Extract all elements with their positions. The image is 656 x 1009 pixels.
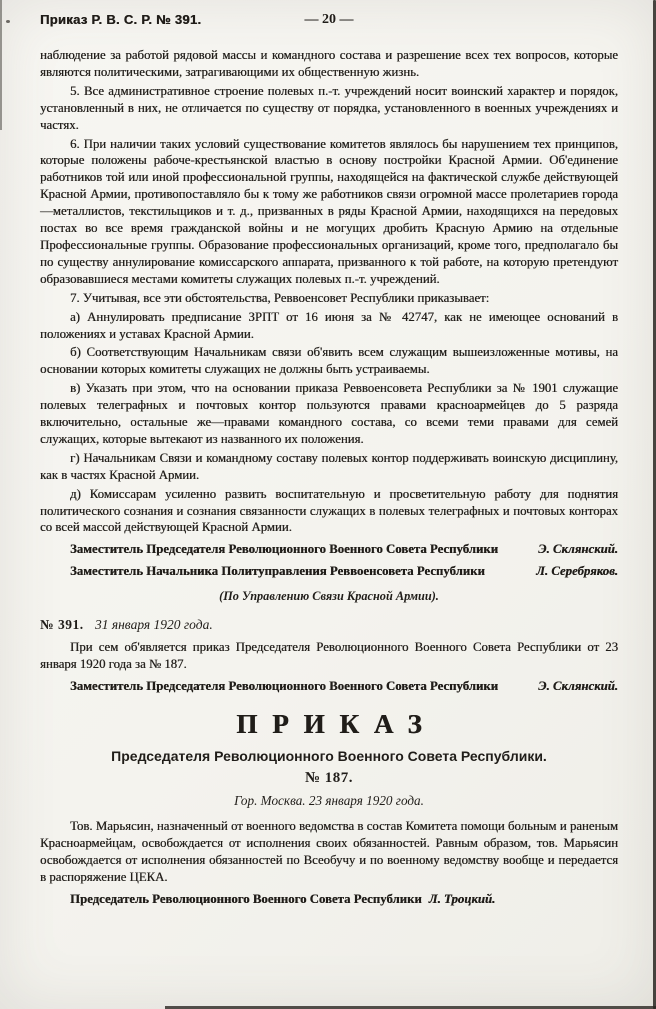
item-d: д) Комиссарам усиленно развить воспитательную и просветительную работу для поднятия политического сознания и сознания связанности служащих в полевых телеграфных и почтовых конторах со всей массой действующей Красной Армии.: [40, 486, 618, 535]
clause-5: 5. Все административное строение полевых п.-т. учреждений носит воинский характер и порядок, установленный в них, не отличается по существу от порядка, установленного в военных учреждениях и частях.: [40, 83, 618, 132]
order-date: 31 января 1920 года.: [94, 617, 213, 633]
clause-7: 7. Учитывая, все эти обстоятельства, Реввоенсовет Республики приказывает:: [70, 290, 490, 305]
order-number-line: [40, 616, 618, 633]
signature-name: Э. Склянский.: [538, 542, 618, 557]
clause-6: 6. При наличии таких условий существование комитетов являлось бы нарушением тех принципов, которые положены рабоче-крестьянской властью в основу постройки Красной Армии. Об'единение работников той или иной профессиональной группы, находящейся на фактической службе действующей Красной Армии, противопоставляло бы к тому же работников связи огромной массе пролетариев города—металлистов, текстильщиков и т. д., призванных в ряды Красной Армии, находящихся на передовых постах во все время гражданской войны и не могущих дробить Красную Армию на отдельные Профессиональные группы. Образование профессиональных организаций, кроме того, предполагало бы по существу аннулирование комиссарского аппарата, призванного к той работе, на которую претендуют образовавшиеся местами комитеты служащих полевых п.-т. учреждений.: [40, 136, 618, 286]
page-header: [40, 11, 618, 29]
item-g: г) Начальникам Связи и командному составу полевых контор поддерживать воинскую дисциплину, как в частях Красной Армии.: [40, 450, 618, 482]
running-title: Приказ Р. В. С. Р. № 391.: [40, 12, 202, 27]
item-b: б) Соответствующим Начальникам связи об'явить всем служащим вышеизложенные мотивы, на основании которых комитеты служащих не должны быть устраиваемы.: [40, 345, 618, 377]
signature-title: Заместитель Начальника Политуправления Реввоенсовета Республики: [70, 564, 485, 579]
announcement-text: При сем об'является приказ Председателя Революционного Военного Совета Республики от 23 января 1920 года за № 187.: [40, 640, 618, 672]
order-number: № 391.: [40, 617, 84, 633]
order-187-subheading: Председателя Революционного Военного Совета Республики.: [111, 747, 547, 764]
signature-deputy-chairman: [40, 541, 618, 558]
signature-chairman: [40, 891, 618, 908]
page-number: — 20 —: [304, 12, 354, 27]
scan-speck: [6, 20, 10, 23]
item-a: а) Аннулировать предписание ЗРПТ от 16 июня за № 42747, как не имеющее оснований в положениях и уставах Красной Армии.: [40, 309, 618, 341]
department-note: (По Управлению Связи Красной Армии).: [219, 589, 439, 604]
order-187-heading: ПРИКАЗ: [236, 708, 437, 739]
order-391-body: [40, 47, 618, 907]
signature-name: Э. Склянский.: [538, 679, 618, 693]
signature-announcement: [40, 678, 618, 695]
signature-name: Л. Троцкий.: [428, 891, 496, 906]
order-187-number: № 187.: [304, 769, 354, 786]
scan-edge-left: [0, 0, 2, 130]
signature-title: Заместитель Председателя Революционного Военного Совета Республики: [70, 542, 499, 557]
paragraph-continuation: наблюдение за работой рядовой массы и командного состава и разрешение всех тех вопросов, которые являются политическими, затрагивающими их общественную жизнь.: [40, 48, 618, 79]
signature-name: Л. Серебряков.: [536, 564, 618, 579]
signature-title: Председатель Революционного Военного Совета Республики: [70, 891, 422, 906]
order-187-place-date: Гор. Москва. 23 января 1920 года.: [234, 792, 424, 808]
signature-deputy-polit-chief: [40, 563, 618, 580]
signature-title: Заместитель Председателя Революционного Военного Совета Республики: [70, 679, 499, 693]
order-187-body: Тов. Марьясин, назначенный от военного ведомства в состав Комитета помощи больным и раненым Красноармейцам, освобождается от исполнения своих обязанностей. Равным образом, тов. Марьясин освобождается от исполнения обязанностей по Всеобучу и по военному ведомству вообще и передается в распоряжение ЦЕКА.: [40, 818, 618, 884]
item-v: в) Указать при этом, что на основании приказа Реввоенсовета Республики за № 1901 служащие полевых телеграфных и почтовых контор пользуются правами красноармейцев до 5 разряда включительно, остальные же—правами командного состава, со всеми теми правами для семей служащих, которые вытекают из названного их положения.: [40, 381, 618, 446]
